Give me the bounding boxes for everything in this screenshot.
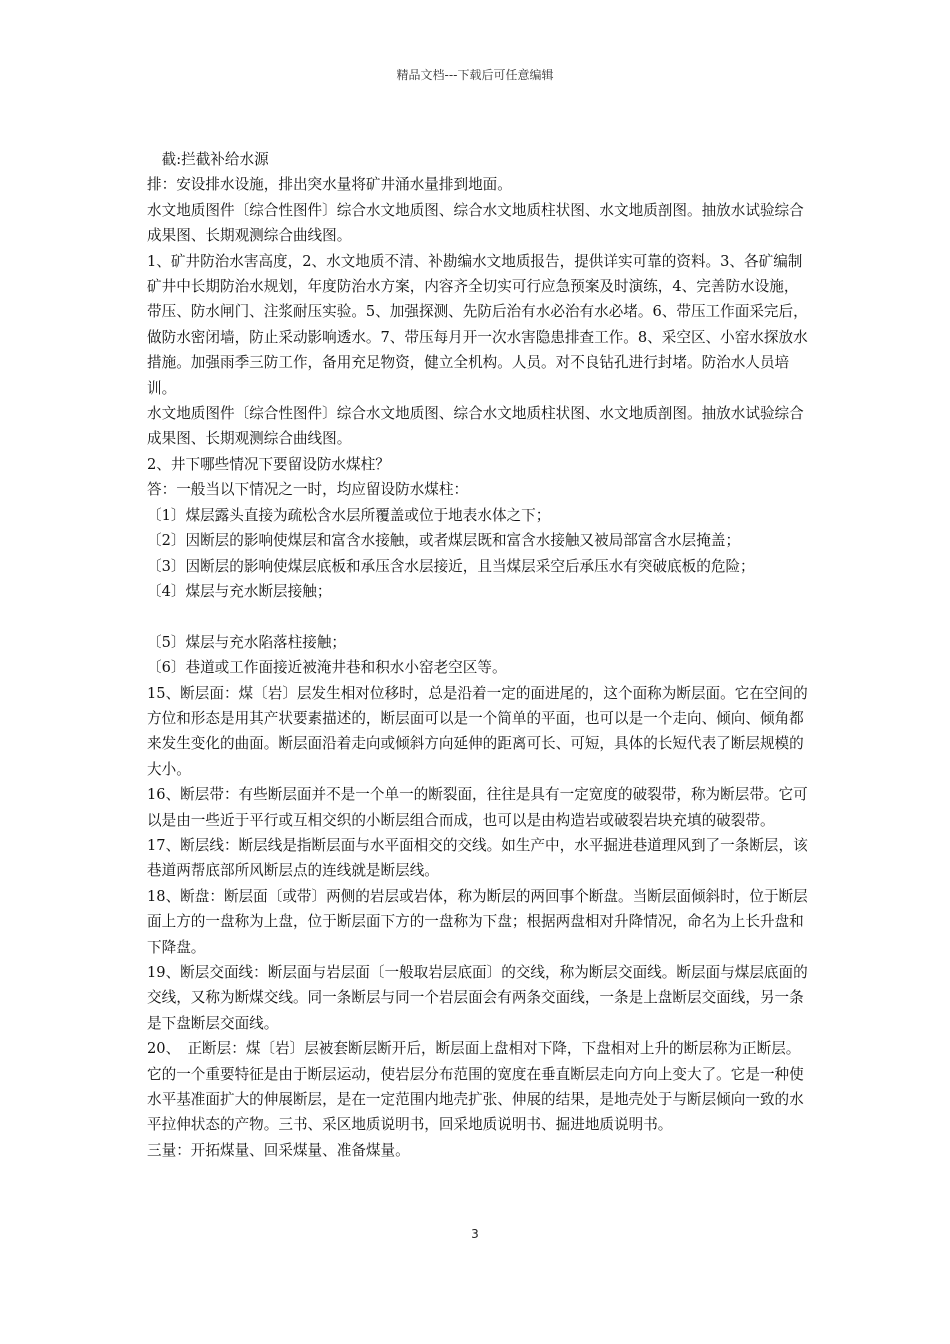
definition-fault-line: 17、断层线：断层线是指断层面与水平面相交的交线。如生产中，水平掘进巷道理风到了一条断层，该巷道两帮底部所风断层点的连线就是断层线。: [147, 836, 808, 880]
paragraph-hydro-maps: 水文地质图件〔综合性图件〕综合水文地质图、综合水文地质柱状图、水文地质剖图。抽放水试验综合成果图、长期观测综合曲线图。: [147, 201, 804, 245]
answer-intro: 答：一般当以下情况之一时，均应留设防水煤柱：: [147, 481, 469, 499]
list-item: 〔6〕巷道或工作面接近被淹井巷和积水小窑老空区等。: [147, 659, 507, 677]
definition-fault-wall: 18、断盘：断层面〔或带〕两侧的岩层或岩体，称为断层的两回事个断盘。当断层面倾斜时，位于断层面上方的一盘称为上盘，位于断层面下方的一盘称为下盘；根据两盘相对升降情况，命名为上长升盘和下降盘。: [147, 887, 808, 956]
blank-line: [147, 604, 812, 629]
definition-fault-zone: 16、断层带：有些断层面并不是一个单一的断裂面，往往是具有一定宽度的破裂带，称为断层带。它可以是由一些近于平行或互相交织的小断层组合而成，也可以是由构造岩或破裂岩块充填的破裂带。: [147, 786, 808, 829]
list-item: 〔4〕煤层与充水断层接触；: [147, 582, 332, 600]
list-item: 〔2〕因断层的影响使煤层和富含水接触，或者煤层既和富含水接触又被局部富含水层掩盖；: [147, 532, 741, 550]
document-body: [147, 147, 812, 1163]
paragraph-hydro-maps-repeat: 水文地质图件〔综合性图件〕综合水文地质图、综合水文地质柱状图、水文地质剖图。抽放水试验综合成果图、长期观测综合曲线图。: [147, 405, 804, 448]
definition-fault-plane: 15、断层面：煤〔岩〕层发生相对位移时，总是沿着一定的面进尾的，这个面称为断层面。它在空间的方位和形态是用其产状要素描述的，断层面可以是一个简单的平面，也可以是一个走向、倾向、倾角都来发生变化的曲面。断层面沿着走向或倾斜方向延伸的距离可长、可短，具体的长短代表了断层规模的大小。: [147, 684, 808, 778]
page-number: 3: [471, 1227, 479, 1241]
definition-fault-intersection: 19、断层交面线：断层面与岩层面〔一般取岩层底面〕的交线，称为断层交面线。断层面与煤层底面的交线，又称为断煤交线。同一条断层与同一个岩层面会有两条交面线，一条是上盘断层交面线，另一条是下盘断层交面线。: [147, 963, 808, 1032]
list-item: 〔3〕因断层的影响使煤层底板和承压含水层接近，且当煤层采空后承压水有突破底板的危险；: [147, 557, 755, 575]
page-header: 精品文档---下载后可任意编辑: [396, 68, 554, 82]
paragraph-three-reserves: 三量：开拓煤量、回采煤量、准备煤量。: [147, 1141, 410, 1159]
list-item: 〔1〕煤层露头直接为疏松含水层所覆盖或位于地表水体之下；: [147, 506, 551, 524]
paragraph-intercept: 截:拦截补给水源: [147, 151, 269, 168]
definition-normal-fault: 20、 正断层：煤〔岩〕层被套断层断开后，断层面上盘相对下降，下盘相对上升的断层称为正断层。它的一个重要特征是由于断层运动，使岩层分布范围的宽度在垂直断层走向方向上变大了。它是一种使水平基准面扩大的伸展断层，是在一定范围内地壳扩张、伸展的结果，是地壳处于与断层倾向一致的水平拉伸状态的产物。三书、采区地质说明书，回采地质说明书、掘进地质说明书。: [147, 1040, 804, 1134]
list-item: 〔5〕煤层与充水陷落柱接触；: [147, 633, 347, 651]
question-heading: 2、井下哪些情况下要留设防水煤柱？: [147, 455, 390, 473]
paragraph-drainage: 排：安设排水设施，排出突水量将矿井涌水量排到地面。: [147, 176, 512, 194]
paragraph-prevention-measures: 1、矿井防治水害高度，2、水文地质不清、补勘编水文地质报告，提供详实可靠的资料。3、各矿编制矿井中长期防治水规划，年度防治水方案，内容齐全切实可行应急预案及时演练，4、完善防水设施，带压、防水闸门、注浆耐压实验。5、加强探测、先防后治有水必治有水必堵。6、带压工作面采完后，做防水密闭墙，防止采动影响透水。7、带压每月开一次水害隐患排查工作。8、采空区、小窑水探放水措施。加强雨季三防工作，备用充足物资，健立全机构。人员。对不良钻孔进行封堵。防治水人员培训。: [147, 252, 808, 397]
